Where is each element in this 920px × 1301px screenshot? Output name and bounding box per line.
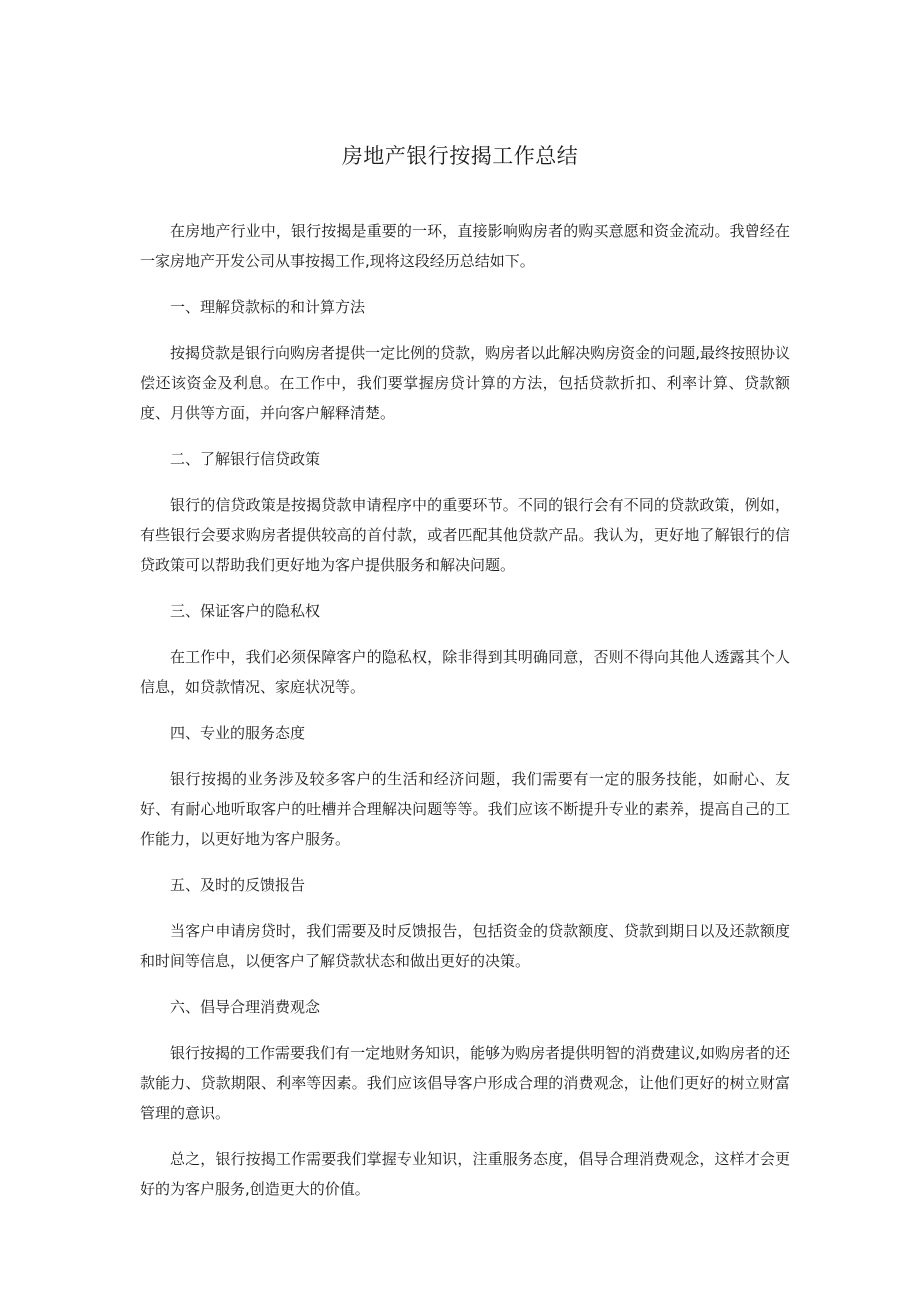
- intro-paragraph: 在房地产行业中，银行按揭是重要的一环，直接影响购房者的购买意愿和资金流动。我曾经在一家房地产开发公司从事按揭工作,现将这段经历总结如下。: [140, 222, 790, 270]
- document-body: [140, 216, 790, 1220]
- section-heading-1: 一、理解贷款标的和计算方法: [170, 298, 366, 316]
- conclusion-paragraph: 总之，银行按揭工作需要我们掌握专业知识，注重服务态度，倡导合理消费观念，这样才会更好的为客户服务,创造更大的价值。: [140, 1150, 790, 1198]
- section-heading-6: 六、倡导合理消费观念: [170, 998, 321, 1016]
- section-heading-4: 四、专业的服务态度: [170, 724, 306, 742]
- section-heading-2: 二、了解银行信贷政策: [170, 450, 321, 468]
- section-heading-5: 五、及时的反馈报告: [170, 876, 306, 894]
- section-body-2: 银行的信贷政策是按揭贷款申请程序中的重要环节。不同的银行会有不同的贷款政策，例如，有些银行会要求购房者提供较高的首付款，或者匹配其他贷款产品。我认为，更好地了解银行的信贷政策可以帮助我们更好地为客户提供服务和解决问题。: [140, 496, 790, 574]
- section-body-5: 当客户申请房贷时，我们需要及时反馈报告，包括资金的贷款额度、贷款到期日以及还款额度和时间等信息，以便客户了解贷款状态和做出更好的决策。: [140, 922, 790, 970]
- section-body-4: 银行按揭的业务涉及较多客户的生活和经济问题，我们需要有一定的服务技能，如耐心、友好、有耐心地听取客户的吐槽并合理解决问题等等。我们应该不断提升专业的素养，提高自己的工作能力，以更好地为客户服务。: [140, 770, 790, 848]
- section-body-6: 银行按揭的工作需要我们有一定地财务知识，能够为购房者提供明智的消费建议,如购房者的还款能力、贷款期限、利率等因素。我们应该倡导客户形成合理的消费观念，让他们更好的树立财富管理的意识。: [140, 1044, 790, 1122]
- section-body-1: 按揭贷款是银行向购房者提供一定比例的贷款，购房者以此解决购房资金的问题,最终按照协议偿还该资金及利息。在工作中，我们要掌握房贷计算的方法，包括贷款折扣、利率计算、贷款额度、月供等方面，并向客户解释清楚。: [140, 344, 790, 422]
- section-body-3: 在工作中，我们必须保障客户的隐私权，除非得到其明确同意，否则不得向其他人透露其个人信息，如贷款情况、家庭状况等。: [140, 648, 790, 696]
- document-title: 房地产银行按揭工作总结: [341, 144, 579, 168]
- section-heading-3: 三、保证客户的隐私权: [170, 602, 321, 620]
